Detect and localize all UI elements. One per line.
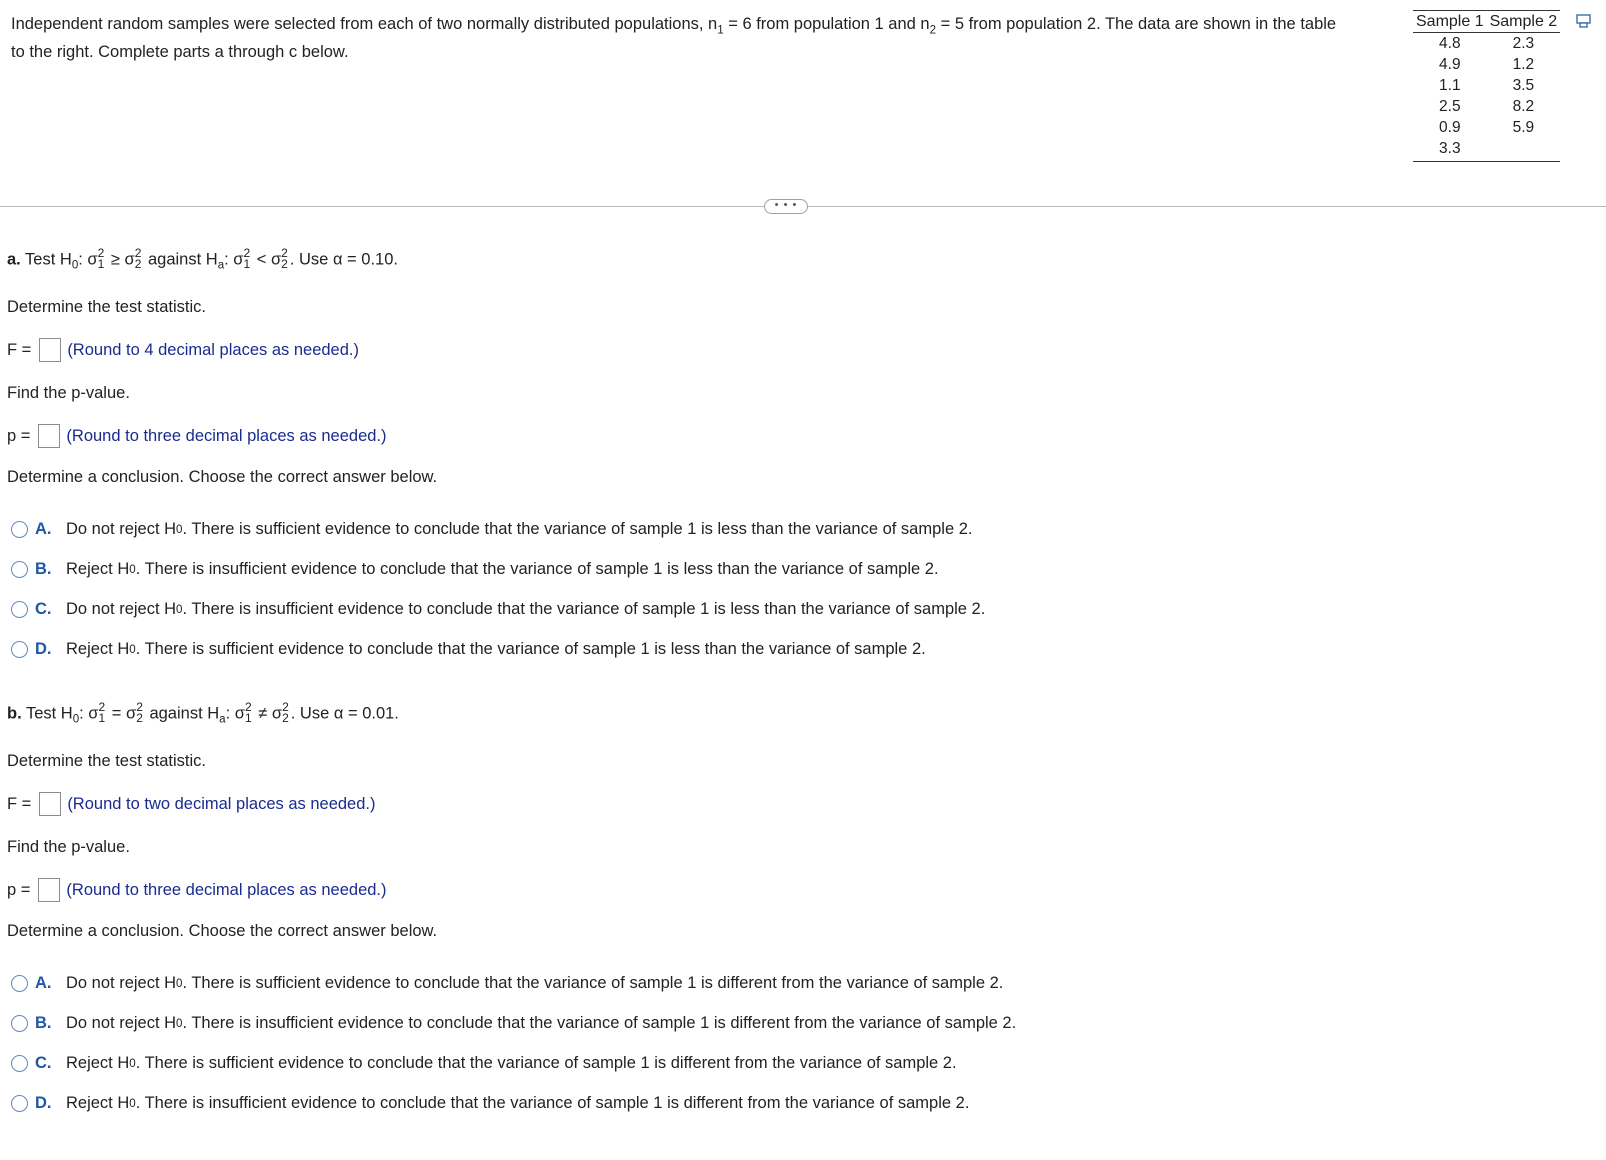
superscript: 2 xyxy=(282,700,289,714)
superscript: 2 xyxy=(134,246,142,260)
math-text: : σ xyxy=(78,250,98,269)
subscript: 2 xyxy=(281,257,288,271)
p-hint: (Round to three decimal places as needed.) xyxy=(66,426,387,445)
radio-icon[interactable] xyxy=(11,1095,28,1112)
part-b-option-b[interactable]: B. Do not reject H 0 . There is insufficient evidence to conclude that the variance of sample 1 is different from the variance of sample 2. xyxy=(11,1014,1016,1033)
option-text: . There is insufficient evidence to conclude that the variance of sample 1 is different from the variance of sample 2. xyxy=(182,1014,1017,1032)
ellipsis-icon: • • • xyxy=(774,199,798,211)
part-b-p-row xyxy=(7,878,387,902)
part-b-p-prompt: Find the p-value. xyxy=(7,838,130,856)
subscript: 1 xyxy=(97,257,105,271)
option-text: . There is sufficient evidence to conclude that the variance of sample 1 is less than the variance of sample 2. xyxy=(135,640,926,658)
part-a-stat-prompt: Determine the test statistic. xyxy=(7,298,206,316)
superscript: 2 xyxy=(98,700,106,714)
math-text: against H xyxy=(144,704,220,723)
option-letter: D. xyxy=(35,1094,52,1112)
table-header-sample1: Sample 1 xyxy=(1413,11,1487,33)
subscript: 0 xyxy=(71,259,79,272)
math-text: Test H xyxy=(20,250,72,269)
radio-icon[interactable] xyxy=(11,1055,28,1072)
table-cell xyxy=(1487,138,1561,162)
option-letter: A. xyxy=(35,520,52,538)
data-table xyxy=(1413,10,1560,162)
n2-subscript: 2 xyxy=(929,24,937,37)
subscript: 1 xyxy=(98,711,106,725)
math-text: < σ xyxy=(252,250,282,269)
option-text: Reject H xyxy=(66,640,130,658)
table-row xyxy=(1413,117,1560,138)
radio-icon[interactable] xyxy=(11,975,28,992)
option-text: Do not reject H xyxy=(66,974,177,992)
subscript: 1 xyxy=(243,257,251,271)
part-b-title xyxy=(7,702,399,724)
option-letter: B. xyxy=(35,1014,52,1032)
part-b-option-d[interactable]: D. Reject H 0 . There is insufficient evidence to conclude that the variance of sample 1 is different from the variance of sample 2. xyxy=(11,1094,969,1113)
option-text: . There is insufficient evidence to conclude that the variance of sample 1 is less than the variance of sample 2. xyxy=(135,560,939,578)
subscript: 2 xyxy=(136,711,143,725)
sigma-script xyxy=(281,248,288,270)
copy-icon[interactable] xyxy=(1576,14,1592,28)
subscript: 0 xyxy=(72,713,80,726)
math-text: : σ xyxy=(224,250,244,269)
table-cell: 4.8 xyxy=(1439,35,1461,52)
superscript: 2 xyxy=(136,700,143,714)
part-b-label: b. xyxy=(7,704,22,723)
sigma-script xyxy=(243,248,250,270)
superscript: 2 xyxy=(244,700,252,714)
part-a-title xyxy=(7,248,398,270)
part-a-option-c[interactable]: C. Do not reject H 0 . There is insufficient evidence to conclude that the variance of sample 1 is less than the variance of sample 2. xyxy=(11,600,985,619)
superscript: 2 xyxy=(97,246,105,260)
math-text: : σ xyxy=(225,704,245,723)
subscript: a xyxy=(217,259,225,272)
subscript: 2 xyxy=(134,257,142,271)
sigma-script xyxy=(98,248,105,270)
option-letter: D. xyxy=(35,640,52,658)
table-cell: 4.9 xyxy=(1439,56,1461,73)
sigma-script xyxy=(136,702,143,724)
part-a-option-b[interactable]: B. Reject H 0 . There is insufficient evidence to conclude that the variance of sample 1 is less than the variance of sample 2. xyxy=(11,560,939,579)
option-text: Do not reject H xyxy=(66,1014,177,1032)
table-cell: 5.9 xyxy=(1512,119,1535,136)
part-a-p-prompt: Find the p-value. xyxy=(7,384,130,402)
option-text: . There is sufficient evidence to conclude that the variance of sample 1 is different from the variance of sample 2. xyxy=(182,974,1004,992)
math-text: . Use α = 0.01. xyxy=(290,704,399,723)
part-a-p-row xyxy=(7,424,387,448)
radio-icon[interactable] xyxy=(11,1015,28,1032)
option-text: . There is insufficient evidence to conclude that the variance of sample 1 is different from the variance of sample 2. xyxy=(135,1094,970,1112)
math-text: ≠ σ xyxy=(253,704,283,723)
table-row xyxy=(1413,96,1560,117)
part-a-p-input[interactable] xyxy=(38,424,60,448)
math-text: = σ xyxy=(107,704,137,723)
math-text: : σ xyxy=(79,704,99,723)
superscript: 2 xyxy=(243,246,251,260)
option-text: . There is sufficient evidence to conclude that the variance of sample 1 is different from the variance of sample 2. xyxy=(135,1054,957,1072)
part-a-label: a. xyxy=(7,250,21,269)
part-b-p-input[interactable] xyxy=(38,878,60,902)
part-b-f-row xyxy=(7,792,376,816)
superscript: 2 xyxy=(281,246,288,260)
n1-subscript: 1 xyxy=(717,24,724,37)
table-cell: 2.5 xyxy=(1439,98,1461,115)
part-a-f-row xyxy=(7,338,359,362)
math-text: Test H xyxy=(21,704,73,723)
part-a-f-input[interactable] xyxy=(39,338,61,362)
table-cell: 2.3 xyxy=(1512,35,1535,52)
option-letter: B. xyxy=(35,560,52,578)
expand-more-button[interactable] xyxy=(764,199,808,214)
table-cell: 1.2 xyxy=(1512,56,1535,73)
radio-icon[interactable] xyxy=(11,561,28,578)
part-b-conclusion-prompt: Determine a conclusion. Choose the correct answer below. xyxy=(7,922,438,940)
table-row xyxy=(1413,33,1560,55)
intro-text: Independent random samples were selected from each of two normally distributed populations, n xyxy=(11,15,718,33)
subscript: 2 xyxy=(282,711,289,725)
f-hint: (Round to 4 decimal places as needed.) xyxy=(67,340,359,359)
radio-icon[interactable] xyxy=(11,641,28,658)
option-letter: A. xyxy=(35,974,52,992)
option-letter: C. xyxy=(35,600,52,618)
intro-text: = 6 from population 1 and n xyxy=(723,15,930,33)
part-a-option-a[interactable]: A. Do not reject H 0 . There is sufficient evidence to conclude that the variance of sample 1 is less than the variance of sample 2. xyxy=(11,520,972,539)
table-cell: 0.9 xyxy=(1439,119,1461,136)
table-cell: 3.5 xyxy=(1512,77,1535,94)
option-text: . There is insufficient evidence to conclude that the variance of sample 1 is less than the variance of sample 2. xyxy=(182,600,986,618)
math-text: against H xyxy=(143,250,218,269)
option-text: Do not reject H xyxy=(66,600,177,618)
table-cell: 3.3 xyxy=(1413,138,1487,162)
sigma-script xyxy=(135,248,142,270)
p-label: p = xyxy=(7,880,31,899)
part-b-option-c[interactable]: C. Reject H 0 . There is sufficient evidence to conclude that the variance of sample 1 is different from the variance of sample 2. xyxy=(11,1054,957,1073)
math-text: ≥ σ xyxy=(106,250,135,269)
part-b-f-input[interactable] xyxy=(39,792,61,816)
table-cell: 1.1 xyxy=(1439,77,1461,94)
problem-intro xyxy=(11,10,1406,66)
table-cell: 8.2 xyxy=(1512,98,1535,115)
part-b-option-a[interactable]: A. Do not reject H 0 . There is sufficient evidence to conclude that the variance of sample 1 is different from the variance of sample 2. xyxy=(11,974,1003,993)
sigma-script xyxy=(245,702,252,724)
radio-icon[interactable] xyxy=(11,601,28,618)
table-header-sample2: Sample 2 xyxy=(1487,11,1561,33)
part-a-option-d[interactable]: D. Reject H 0 . There is sufficient evidence to conclude that the variance of sample 1 is less than the variance of sample 2. xyxy=(11,640,926,659)
f-hint: (Round to two decimal places as needed.) xyxy=(67,794,376,813)
radio-icon[interactable] xyxy=(11,521,28,538)
option-letter: C. xyxy=(35,1054,52,1072)
intro-text: = 5 from population 2. The data are shown in the table xyxy=(936,15,1337,33)
option-text: Reject H xyxy=(66,560,130,578)
option-text: . There is sufficient evidence to conclude that the variance of sample 1 is less than the variance of sample 2. xyxy=(182,520,973,538)
subscript: a xyxy=(219,713,226,726)
part-b-stat-prompt: Determine the test statistic. xyxy=(7,752,206,770)
option-text: Reject H xyxy=(66,1094,130,1112)
f-label: F = xyxy=(7,794,32,813)
f-label: F = xyxy=(7,340,32,359)
p-hint: (Round to three decimal places as needed.) xyxy=(66,880,387,899)
subscript: 1 xyxy=(244,711,252,725)
table-row xyxy=(1413,75,1560,96)
p-label: p = xyxy=(7,426,31,445)
intro-text-line2: to the right. Complete parts a through c below. xyxy=(11,43,349,61)
sigma-script xyxy=(99,702,106,724)
sigma-script xyxy=(282,702,289,724)
table-row xyxy=(1413,54,1560,75)
math-text: . Use α = 0.10. xyxy=(289,250,398,269)
option-text: Do not reject H xyxy=(66,520,177,538)
table-row xyxy=(1413,138,1560,162)
part-a-conclusion-prompt: Determine a conclusion. Choose the correct answer below. xyxy=(7,468,438,486)
option-text: Reject H xyxy=(66,1054,130,1072)
